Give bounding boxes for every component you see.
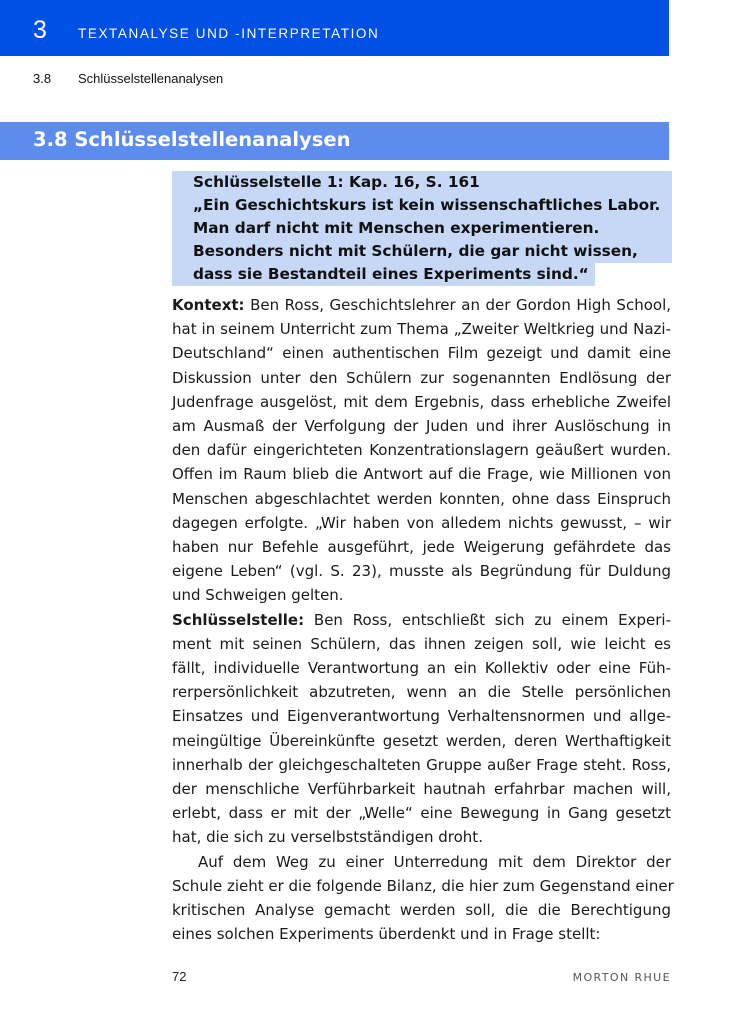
text-line: fällt, individuelle Verantwortung an ein Kollektiv oder eine Füh- bbox=[172, 659, 671, 678]
kontext-label: Kontext: bbox=[172, 296, 245, 314]
section-title: 3.8 Schlüsselstellenanalysen bbox=[33, 128, 351, 151]
schluessel-label: Schlüsselstelle: bbox=[172, 610, 305, 629]
kontext-paragraph-line: Kontext: Ben Ross, Geschichtslehrer an der Gordon High School, bbox=[172, 296, 671, 314]
key-passage-line: dass sie Bestandteil eines Experiments sind.“ bbox=[172, 263, 595, 286]
text-line: Menschen abgeschlachtet werden konnten, ohne dass Einspruch bbox=[172, 489, 671, 508]
key-passage-line: „Ein Geschichtskurs ist kein wissenschaftliches Labor. bbox=[172, 194, 672, 217]
body-text bbox=[172, 293, 674, 946]
text-line: Auf dem Weg zu einer Unterredung mit dem Direktor der bbox=[198, 852, 671, 871]
text-line: hat in seinem Unterricht zum Thema „Zweiter Weltkrieg und Nazi- bbox=[172, 320, 671, 339]
text-line: haben nur Befehle ausgeführt, jede Weigerung gefährdete das bbox=[172, 538, 671, 557]
chapter-number: 3 bbox=[33, 16, 47, 44]
text-line: dagegen erfolgte. „Wir haben von alledem nichts gewusst, – wir bbox=[172, 513, 671, 532]
text-line: Judenfrage ausgelöst, mit dem Ergebnis, dass erhebliche Zweifel bbox=[172, 392, 671, 411]
text-line: Schule zieht er die folgende Bilanz, die hier zum Gegenstand einer bbox=[172, 876, 674, 895]
text-line: meingültige Übereinkünfte gesetzt werden, deren Werthaftigkeit bbox=[172, 731, 671, 750]
text-line: eigene Leben“ (vgl. S. 23), musste als Begründung für Duldung bbox=[172, 562, 671, 581]
running-section-number: 3.8 bbox=[33, 71, 52, 86]
text-line: Deutschland“ einen authentischen Film gezeigt und damit eine bbox=[172, 344, 671, 363]
text-line: und Schweigen gelten. bbox=[172, 586, 344, 605]
text-line: innerhalb der gleichgeschalteten Gruppe außer Frage steht. Ross, bbox=[172, 755, 671, 774]
running-section-title: Schlüsselstellenanalysen bbox=[78, 71, 224, 86]
key-passage-line: Besonders nicht mit Schülern, die gar nicht wissen, bbox=[172, 240, 672, 263]
page-number: 72 bbox=[172, 969, 187, 984]
text-line: kritischen Analyse gemacht werden soll, die die Berechtigung bbox=[172, 901, 671, 920]
key-passage-reference: Schlüsselstelle 1: Kap. 16, S. 161 bbox=[172, 171, 672, 194]
key-passage-quote bbox=[172, 171, 672, 286]
schluessel-paragraph-line: Schlüsselstelle: Ben Ross, entschließt sich zu einem Experi- bbox=[172, 610, 671, 629]
text-line: Offen im Raum blieb die Antwort auf die Frage, wie Millionen von bbox=[172, 465, 671, 484]
text-line: den dafür eingerichteten Konzentrationslagern geäußert wurden. bbox=[172, 441, 671, 460]
text-line: erlebt, dass er mit der „Welle“ eine Bewegung in Gang gesetzt bbox=[172, 804, 671, 823]
text-line: der menschliche Verführbarkeit hautnah erfahrbar machen will, bbox=[172, 780, 671, 799]
text-line: Diskussion unter den Schülern zur sogenannten Endlösung der bbox=[172, 368, 671, 387]
key-passage-line: Man darf nicht mit Menschen experimentieren. bbox=[172, 217, 672, 240]
footer-author: MORTON RHUE bbox=[572, 971, 671, 984]
text-line: hat, die sich zu verselbstständigen droht. bbox=[172, 828, 483, 847]
text-line: am Ausmaß der Verfolgung der Juden und ihrer Auslöschung in bbox=[172, 417, 671, 436]
text-line: ment mit seinen Schülern, das ihnen zeigen soll, wie leicht es bbox=[172, 634, 671, 653]
text-line: rerpersönlichkeit abzutreten, wenn an die Stelle persönlichen bbox=[172, 683, 671, 702]
text-line: Einsatzes und Eigenverantwortung Verhaltensnormen und allge- bbox=[172, 707, 671, 726]
text-line: eines solchen Experiments überdenkt und in Frage stellt: bbox=[172, 925, 601, 944]
chapter-title: TEXTANALYSE UND -INTERPRETATION bbox=[78, 26, 380, 41]
